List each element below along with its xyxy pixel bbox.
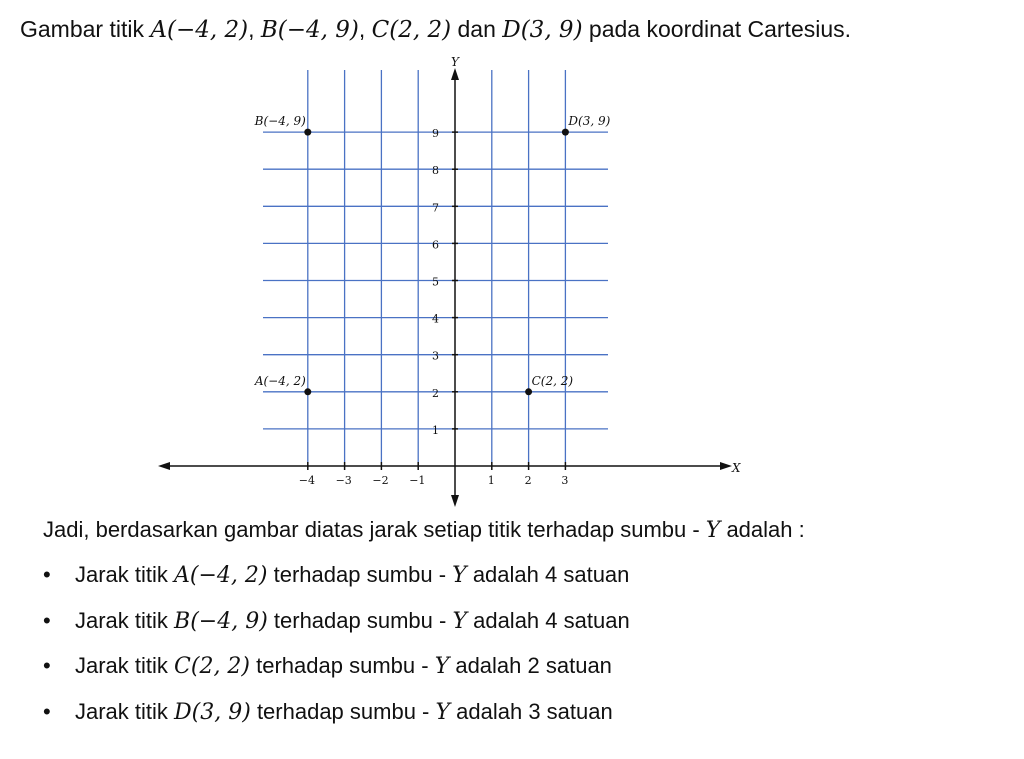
item-axis: Y bbox=[435, 699, 451, 725]
item-text: terhadap sumbu - bbox=[250, 653, 435, 678]
title-prefix: Gambar titik bbox=[20, 16, 151, 42]
data-point-label: B(−4, 9) bbox=[254, 114, 306, 129]
item-text: Jarak titik bbox=[75, 607, 175, 633]
summary-axis: Y bbox=[705, 518, 721, 543]
item-point: B(−4, 9) bbox=[174, 608, 268, 634]
x-axis-arrow-right bbox=[720, 462, 732, 470]
title-suffix: pada koordinat Cartesius. bbox=[582, 16, 852, 42]
item-axis: Y bbox=[452, 563, 467, 588]
summary-lead: Jadi, berdasarkan gambar diatas jarak setiap titik terhadap sumbu - bbox=[43, 517, 706, 542]
x-axis-label: X bbox=[732, 461, 741, 475]
title-point-c: C(2, 2) bbox=[371, 17, 452, 43]
bullet-icon: • bbox=[43, 562, 51, 587]
data-point-label: D(3, 9) bbox=[568, 114, 611, 129]
y-axis-arrow-down bbox=[451, 495, 459, 507]
title-point-a: A(−4, 2) bbox=[150, 17, 249, 43]
data-point bbox=[304, 129, 311, 136]
item-text: terhadap sumbu - bbox=[250, 698, 436, 724]
y-tick-label: 8 bbox=[432, 164, 439, 178]
x-tick-label: 2 bbox=[524, 474, 532, 487]
data-point bbox=[304, 388, 311, 395]
y-tick-label: 1 bbox=[432, 423, 439, 437]
data-point bbox=[525, 388, 532, 395]
y-tick-label: 6 bbox=[432, 238, 439, 252]
y-tick-label: 4 bbox=[432, 312, 439, 326]
y-axis-arrow-up bbox=[451, 68, 459, 80]
list-item bbox=[43, 608, 630, 654]
y-tick-label: 7 bbox=[432, 201, 439, 215]
summary-text bbox=[43, 517, 805, 543]
title-sep: , bbox=[358, 16, 372, 42]
data-point-label: A(−4, 2) bbox=[254, 373, 306, 388]
item-text: terhadap sumbu - bbox=[267, 562, 453, 587]
x-tick-label: 1 bbox=[487, 474, 495, 487]
title-sep: , bbox=[248, 16, 261, 42]
list-item bbox=[43, 562, 630, 608]
y-axis-label: Y bbox=[451, 55, 459, 69]
x-tick-label: −2 bbox=[372, 474, 389, 487]
item-point: C(2, 2) bbox=[174, 654, 251, 679]
list-item bbox=[43, 653, 630, 699]
x-tick-label: −1 bbox=[409, 474, 426, 487]
item-text: Jarak titik bbox=[75, 653, 175, 678]
distance-list bbox=[43, 562, 630, 744]
x-axis-arrow-left bbox=[158, 462, 170, 470]
item-axis: Y bbox=[434, 654, 450, 679]
y-tick-label: 9 bbox=[432, 127, 439, 141]
list-item bbox=[43, 699, 630, 745]
item-point: A(−4, 2) bbox=[174, 563, 268, 588]
item-axis: Y bbox=[452, 608, 467, 634]
x-tick-label: −3 bbox=[335, 474, 352, 487]
item-text: Jarak titik bbox=[75, 698, 175, 724]
item-text: adalah 3 satuan bbox=[450, 698, 613, 724]
bullet-icon: • bbox=[43, 607, 51, 633]
bullet-icon: • bbox=[43, 698, 51, 724]
data-point bbox=[562, 129, 569, 136]
item-text: Jarak titik bbox=[75, 562, 175, 587]
y-tick-label: 5 bbox=[432, 275, 439, 289]
x-tick-label: −4 bbox=[298, 474, 316, 487]
bullet-icon: • bbox=[43, 653, 51, 678]
data-point-label: C(2, 2) bbox=[531, 373, 574, 388]
item-point: D(3, 9) bbox=[174, 699, 251, 725]
title-point-b: B(−4, 9) bbox=[260, 17, 359, 43]
summary-tail: adalah : bbox=[720, 517, 805, 542]
item-text: terhadap sumbu - bbox=[267, 607, 453, 633]
x-tick-label: 3 bbox=[561, 474, 569, 487]
item-text: adalah 2 satuan bbox=[449, 653, 612, 678]
y-tick-label: 3 bbox=[432, 349, 439, 363]
title-and: dan bbox=[451, 16, 503, 42]
item-text: adalah 4 satuan bbox=[466, 607, 630, 633]
title-point-d: D(3, 9) bbox=[502, 17, 583, 43]
y-tick-label: 2 bbox=[432, 386, 439, 400]
item-text: adalah 4 satuan bbox=[466, 562, 630, 587]
